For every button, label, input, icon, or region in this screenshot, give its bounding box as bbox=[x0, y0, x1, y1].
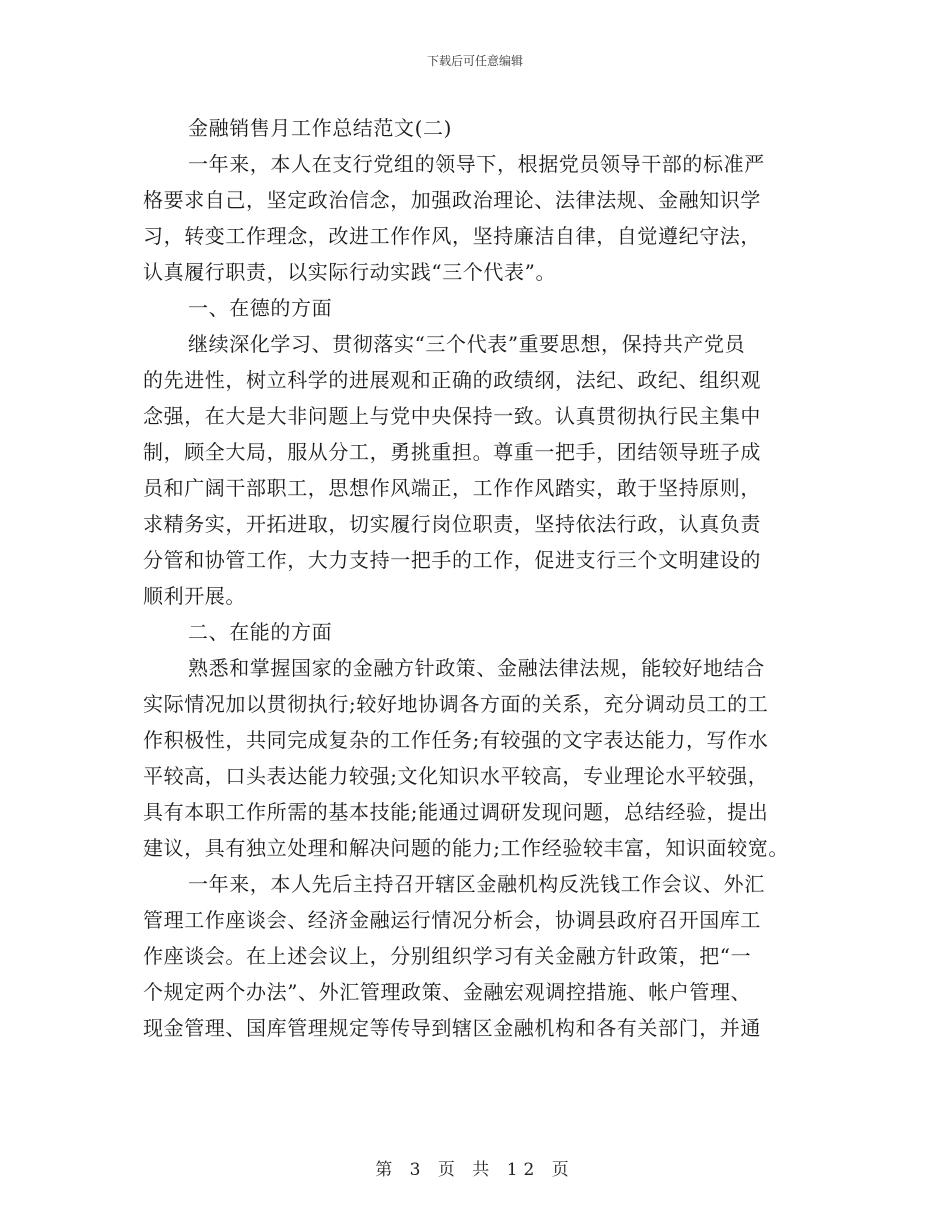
text-line: 念强，在大是大非问题上与党中央保持一致。认真贯彻执行民主集中 bbox=[143, 404, 761, 428]
text-line: 建议，具有独立处理和解决问题的能力;工作经验较丰富，知识面较宽。 bbox=[143, 836, 789, 860]
document-body bbox=[143, 110, 808, 1046]
text-line: 的先进性，树立科学的进展观和正确的政绩纲，法纪、政纪、组织观 bbox=[143, 368, 761, 392]
text-line: 平较高，口头表达能力较强;文化知识水平较高，专业理论水平较强， bbox=[143, 764, 769, 788]
text-line: 员和广阔干部职工，思想作风端正，工作作风踏实，敢于坚持原则， bbox=[143, 476, 761, 500]
text-line: 认真履行职责，以实际行动实践“三个代表”。 bbox=[143, 260, 557, 284]
page-footer: 第 3 页 共 12 页 bbox=[375, 1160, 575, 1180]
text-line: 作积极性，共同完成复杂的工作任务;有较强的文字表达能力，写作水 bbox=[143, 728, 769, 752]
text-line: 一年来，本人在支行党组的领导下，根据党员领导干部的标准严 bbox=[188, 152, 765, 176]
text-line: 求精务实，开拓进取，切实履行岗位职责，坚持依法行政，认真负责 bbox=[143, 512, 761, 536]
text-line: 金融销售月工作总结范文(二) bbox=[188, 116, 453, 140]
text-line: 格要求自己，坚定政治信念，加强政治理论、法律法规、金融知识学 bbox=[143, 188, 761, 212]
text-line: 具有本职工作所需的基本技能;能通过调研发现问题，总结经验，提出 bbox=[143, 800, 769, 824]
text-line: 作座谈会。在上述会议上，分别组织学习有关金融方针政策，把“一 bbox=[143, 944, 752, 968]
text-line: 个规定两个办法”、外汇管理政策、金融宏观调控措施、帐户管理、 bbox=[143, 980, 752, 1004]
text-line: 熟悉和掌握国家的金融方针政策、金融法律法规，能较好地结合 bbox=[188, 656, 765, 680]
text-line: 现金管理、国库管理规定等传导到辖区金融机构和各有关部门，并通 bbox=[143, 1016, 761, 1040]
text-line: 继续深化学习、贯彻落实“三个代表”重要思想，保持共产党员 bbox=[188, 332, 746, 356]
text-line: 二、在能的方面 bbox=[188, 620, 333, 644]
text-line: 一年来，本人先后主持召开辖区金融机构反洗钱工作会议、外汇 bbox=[188, 872, 765, 896]
text-line: 顺利开展。 bbox=[143, 584, 246, 608]
text-line: 习，转变工作理念，改进工作作风，坚持廉洁自律，自觉遵纪守法， bbox=[143, 224, 761, 248]
text-line: 管理工作座谈会、经济金融运行情况分析会，协调县政府召开国库工 bbox=[143, 908, 761, 932]
text-line: 分管和协管工作，大力支持一把手的工作，促进支行三个文明建设的 bbox=[143, 548, 761, 572]
text-line: 实际情况加以贯彻执行;较好地协调各方面的关系，充分调动员工的工 bbox=[143, 692, 769, 716]
text-line: 制，顾全大局，服从分工，勇挑重担。尊重一把手，团结领导班子成 bbox=[143, 440, 761, 464]
text-line: 一、在德的方面 bbox=[188, 296, 333, 320]
page-header: 下载后可任意编辑 bbox=[426, 54, 523, 68]
